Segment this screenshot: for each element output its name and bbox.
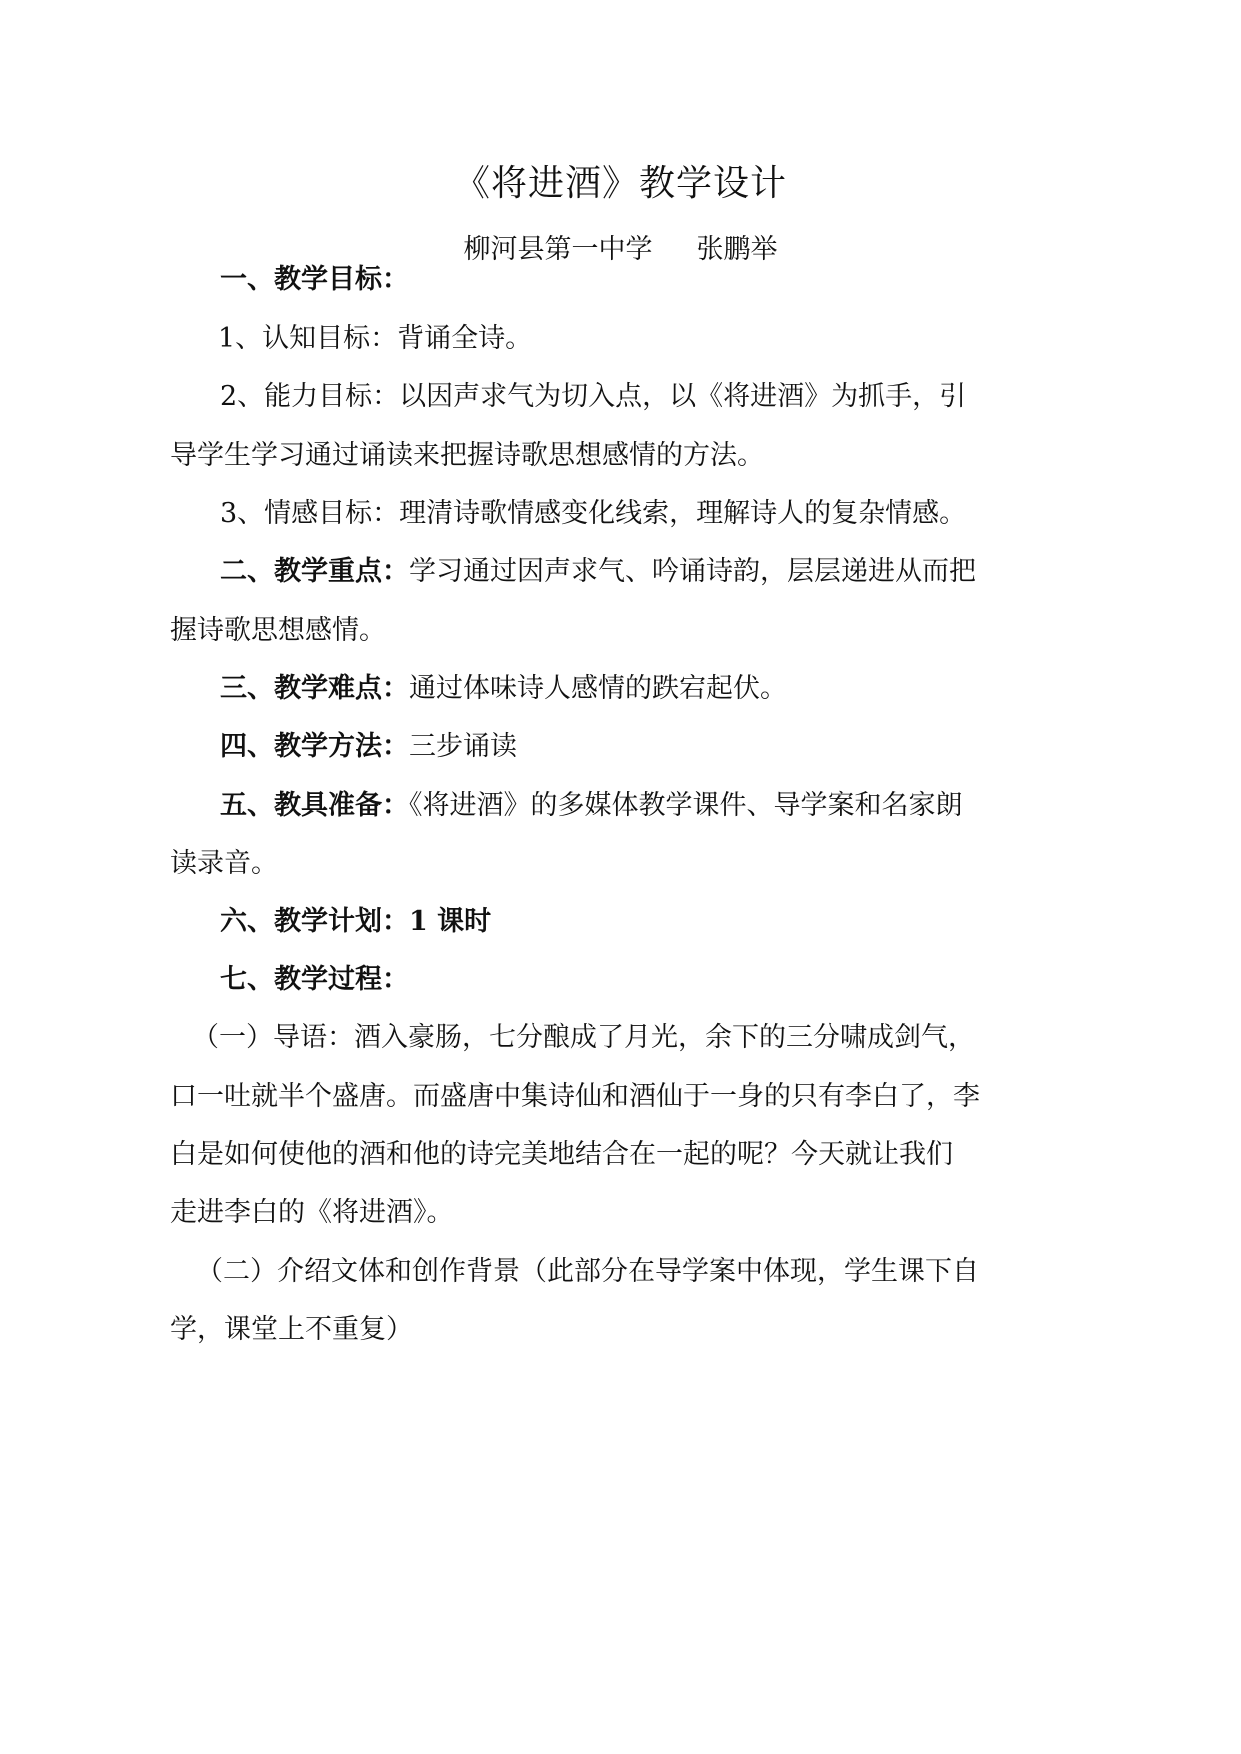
method-paragraph [220, 727, 1100, 767]
background-line2: 学，课堂上不重复） [170, 1314, 413, 1345]
author-name: 张鹏举 [696, 234, 778, 265]
intro-line1: （一）导语：酒入豪肠，七分酿成了月光，余下的三分啸成剑气， [192, 1022, 975, 1053]
keypoint-heading: 二、教学重点： [220, 556, 409, 587]
objective-2-line2: 导学生学习通过诵读来把握诗歌思想感情的方法。 [170, 440, 764, 471]
method-text: 三步诵读 [409, 731, 517, 762]
tools-line2: 读录音。 [170, 848, 278, 879]
difficulty-heading: 三、教学难点： [220, 673, 409, 704]
difficulty-text: 通过体味诗人感情的跌宕起伏。 [409, 673, 787, 704]
plan-heading: 六、教学计划：1 课时 [220, 906, 492, 937]
school-name: 柳河县第一中学 [463, 234, 653, 265]
document-title: 《将进酒》教学设计 [453, 163, 787, 204]
intro-line2: 口一吐就半个盛唐。而盛唐中集诗仙和酒仙于一身的只有李白了，李 [170, 1081, 980, 1112]
process-heading: 七、教学过程： [220, 964, 409, 995]
keypoint-paragraph [220, 552, 1100, 592]
intro-line3: 白是如何使他的酒和他的诗完美地结合在一起的呢？今天就让我们 [170, 1139, 953, 1170]
objectives-heading: 一、教学目标： [220, 264, 409, 295]
difficulty-paragraph [220, 669, 1100, 709]
keypoint-text: 学习通过因声求气、吟诵诗韵，层层递进从而把 [409, 556, 976, 587]
tools-paragraph [220, 786, 1100, 826]
objective-3: 3、情感目标：理清诗歌情感变化线索，理解诗人的复杂情感。 [220, 498, 967, 529]
intro-line4: 走进李白的《将进酒》。 [170, 1197, 454, 1228]
keypoint-line2: 握诗歌思想感情。 [170, 615, 386, 646]
objective-2-line1: 2、能力目标：以因声求气为切入点，以《将进酒》为抓手，引 [220, 381, 967, 412]
tools-heading: 五、教具准备： [220, 790, 409, 821]
objective-1: 1、认知目标：背诵全诗。 [218, 323, 533, 354]
tools-text: 《将进酒》的多媒体教学课件、导学案和名家朗 [409, 790, 963, 821]
background-line1: （二）介绍文体和创作背景（此部分在导学案中体现，学生课下自 [196, 1256, 979, 1287]
method-heading: 四、教学方法： [220, 731, 409, 762]
